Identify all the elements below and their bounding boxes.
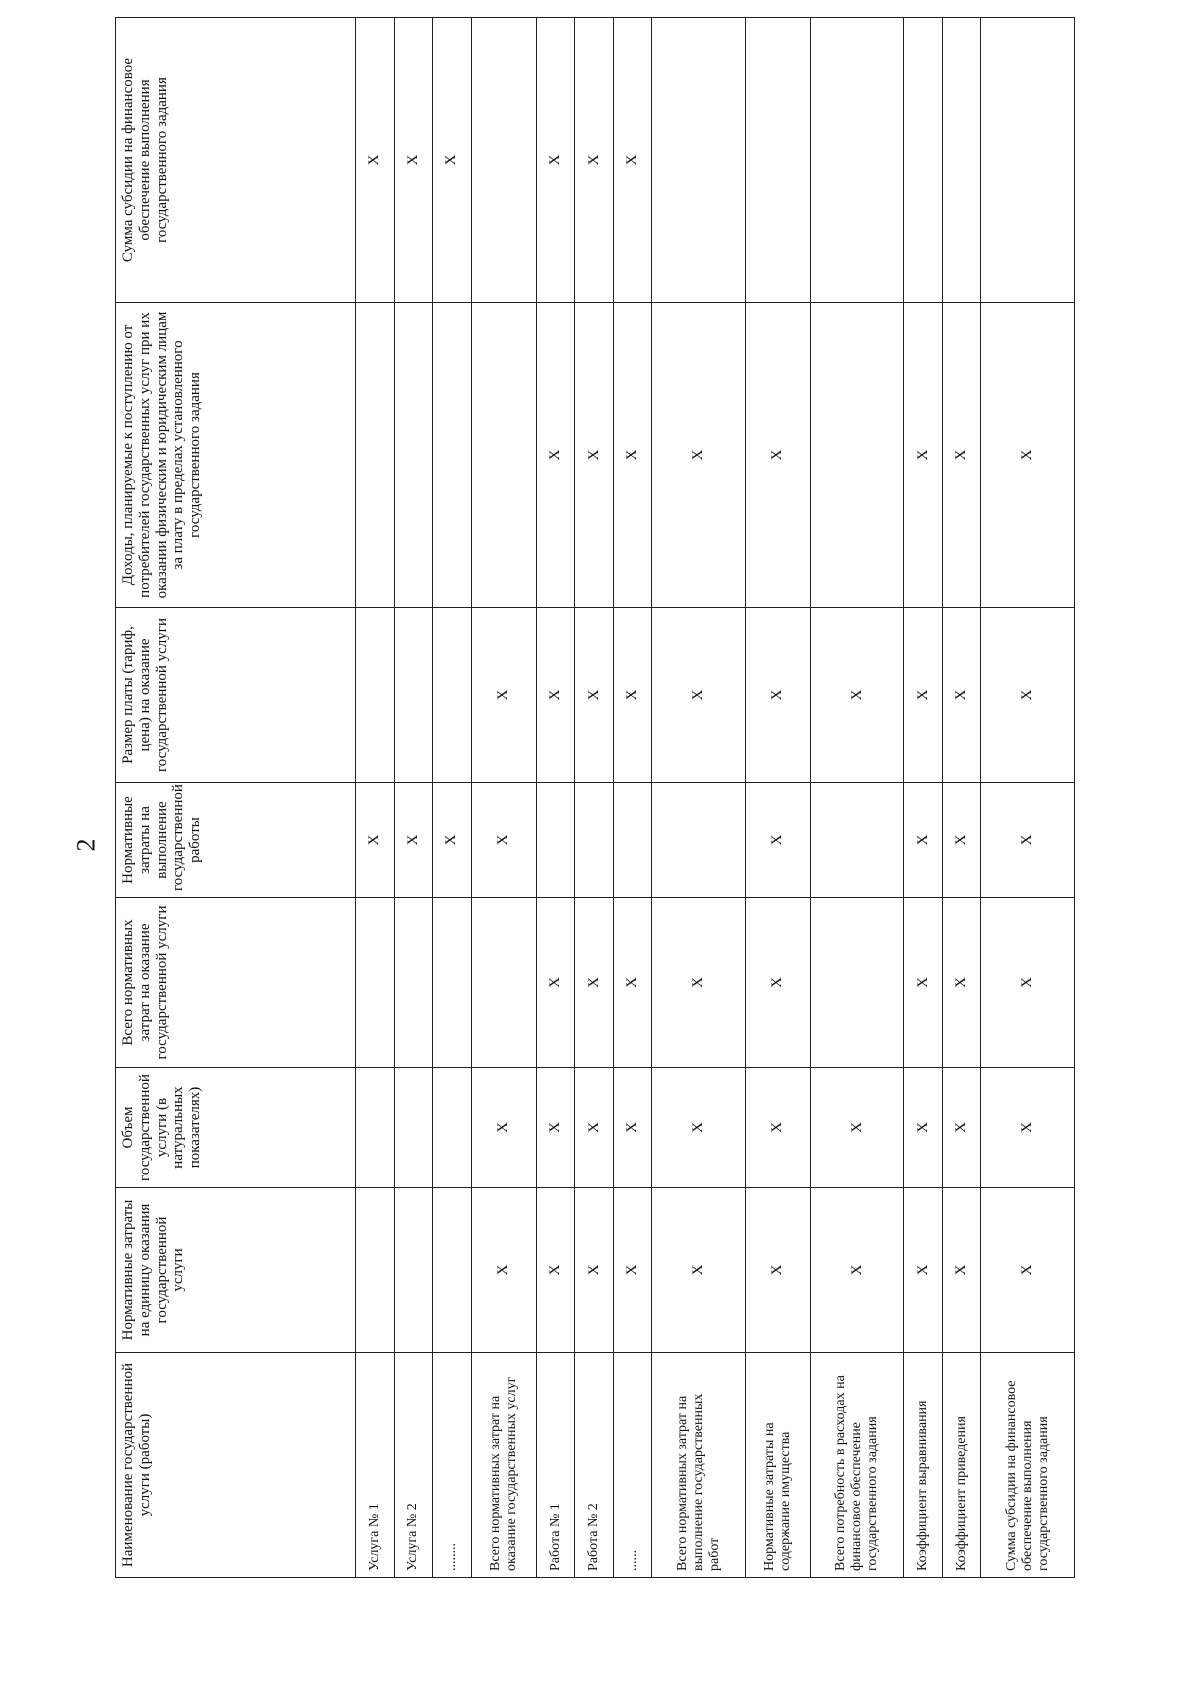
table-row [536, 18, 575, 1578]
header-unit-cost: Нормативные затраты на единицу оказания государственной услуги [116, 1188, 356, 1353]
subsidy-calculation-table [115, 17, 1075, 1578]
table-cell: X [613, 303, 652, 608]
table-cell [904, 18, 943, 303]
table-row [613, 18, 652, 1578]
table-cell: X [981, 303, 1075, 608]
row-label: Всего нормативных затрат на выполнение государственных работ [652, 1353, 745, 1578]
table-cell: X [981, 608, 1075, 783]
table-cell [394, 898, 433, 1068]
table-cell [394, 608, 433, 783]
table-cell [745, 18, 810, 303]
table-cell: X [613, 1068, 652, 1188]
table-cell: X [613, 898, 652, 1068]
row-label: Работа № 1 [536, 1353, 575, 1578]
table-cell: X [536, 303, 575, 608]
table-cell: X [981, 1068, 1075, 1188]
row-label: Всего потребность в расходах на финансовое обеспечение государственного задания [811, 1353, 904, 1578]
table-cell: X [981, 898, 1075, 1068]
table-cell [536, 783, 575, 898]
table-cell [981, 18, 1075, 303]
table-cell: X [745, 898, 810, 1068]
table-cell: X [471, 1068, 536, 1188]
table-cell: X [652, 1068, 745, 1188]
table-cell [652, 18, 745, 303]
row-label: Сумма субсидии на финансовое обеспечение выполнения государственного задания [981, 1353, 1075, 1578]
table-cell: X [394, 18, 433, 303]
header-subsidy-amount: Сумма субсидии на финансовое обеспечение выполнения государственного задания [116, 18, 356, 303]
table-row [652, 18, 745, 1578]
table-cell [471, 18, 536, 303]
row-label: Услуга № 1 [356, 1353, 395, 1578]
table-cell: X [942, 608, 981, 783]
table-cell: X [536, 1068, 575, 1188]
table-cell [811, 303, 904, 608]
table-row [356, 18, 395, 1578]
table-cell: X [613, 1188, 652, 1353]
table-cell [356, 1068, 395, 1188]
table-cell: X [811, 1188, 904, 1353]
table-cell: X [942, 783, 981, 898]
table-cell: X [471, 783, 536, 898]
table-cell [433, 898, 472, 1068]
table-cell: X [575, 303, 614, 608]
table-cell: X [942, 303, 981, 608]
table-cell [811, 18, 904, 303]
row-label: Нормативные затраты на содержание имущества [745, 1353, 810, 1578]
table-cell: X [981, 783, 1075, 898]
table-row [904, 18, 943, 1578]
table-cell: X [575, 608, 614, 783]
table-cell [433, 1068, 472, 1188]
table-cell: X [652, 1188, 745, 1353]
table-cell: X [613, 608, 652, 783]
table-cell: X [575, 1188, 614, 1353]
table-cell [471, 898, 536, 1068]
table-cell: X [575, 18, 614, 303]
table-cell [652, 783, 745, 898]
row-label: Всего нормативных затрат на оказание государственных услуг [471, 1353, 536, 1578]
table-cell [575, 783, 614, 898]
table-cell: X [471, 1188, 536, 1353]
table-cell: X [536, 608, 575, 783]
row-label: ...... [613, 1353, 652, 1578]
table-cell: X [904, 303, 943, 608]
table-cell [356, 303, 395, 608]
table-cell: X [433, 18, 472, 303]
table-cell: X [613, 18, 652, 303]
table-cell [356, 898, 395, 1068]
table-cell [394, 1188, 433, 1353]
table-cell: X [356, 18, 395, 303]
table-cell: X [942, 1188, 981, 1353]
table-row [433, 18, 472, 1578]
table-cell: X [536, 1188, 575, 1353]
table-cell: X [536, 18, 575, 303]
table-cell [811, 898, 904, 1068]
table-cell: X [745, 303, 810, 608]
table-cell: X [745, 783, 810, 898]
table-cell: X [652, 608, 745, 783]
table-cell [433, 303, 472, 608]
table-row [981, 18, 1075, 1578]
table-cell: X [904, 608, 943, 783]
table-cell: X [904, 1188, 943, 1353]
table-cell: X [471, 608, 536, 783]
table-cell [613, 783, 652, 898]
table-cell: X [981, 1188, 1075, 1353]
table-row [471, 18, 536, 1578]
table-cell [942, 18, 981, 303]
header-fee-size: Размер платы (тариф, цена) на оказание государственной услуги [116, 608, 356, 783]
row-label: Работа № 2 [575, 1353, 614, 1578]
row-label: ........ [433, 1353, 472, 1578]
row-label: Коэффициент приведения [942, 1353, 981, 1578]
header-total-service-cost: Всего нормативных затрат на оказание государственной услуги [116, 898, 356, 1068]
table-cell: X [652, 303, 745, 608]
table-row [575, 18, 614, 1578]
table-header-row [116, 18, 356, 1578]
table-row [745, 18, 810, 1578]
table-cell: X [575, 1068, 614, 1188]
row-label: Коэффициент выравнивания [904, 1353, 943, 1578]
table-cell: X [536, 898, 575, 1068]
table-row [811, 18, 904, 1578]
table-cell [433, 1188, 472, 1353]
table-cell [811, 783, 904, 898]
table-cell [433, 608, 472, 783]
table-row [394, 18, 433, 1578]
table-cell [394, 1068, 433, 1188]
table-cell [394, 303, 433, 608]
table-cell: X [745, 608, 810, 783]
table-cell [356, 608, 395, 783]
table-cell: X [942, 1068, 981, 1188]
table-cell: X [942, 898, 981, 1068]
table-cell: X [745, 1188, 810, 1353]
table-cell: X [652, 898, 745, 1068]
header-work-cost: Нормативные затраты на выполнение государственной работы [116, 783, 356, 898]
header-service-name: Наименование государственной услуги (работы) [116, 1353, 356, 1578]
table-cell: X [575, 898, 614, 1068]
table-cell: X [745, 1068, 810, 1188]
page-number: 2 [71, 838, 101, 852]
row-label: Услуга № 2 [394, 1353, 433, 1578]
header-volume: Объем государственной услуги (в натуральных показателях) [116, 1068, 356, 1188]
table-cell [356, 1188, 395, 1353]
table-cell: X [394, 783, 433, 898]
table-row [942, 18, 981, 1578]
header-planned-income: Доходы, планируемые к поступлению от потребителей государственных услуг при их оказании физическим и юридическим лицам за плату в пределах установленного государственного задания [116, 303, 356, 608]
table-cell [471, 303, 536, 608]
table-cell: X [904, 783, 943, 898]
table-cell: X [811, 608, 904, 783]
table-cell: X [811, 1068, 904, 1188]
table-cell: X [904, 1068, 943, 1188]
table-cell: X [904, 898, 943, 1068]
table-cell: X [433, 783, 472, 898]
table-cell: X [356, 783, 395, 898]
rotated-table-container [115, 18, 1200, 1578]
